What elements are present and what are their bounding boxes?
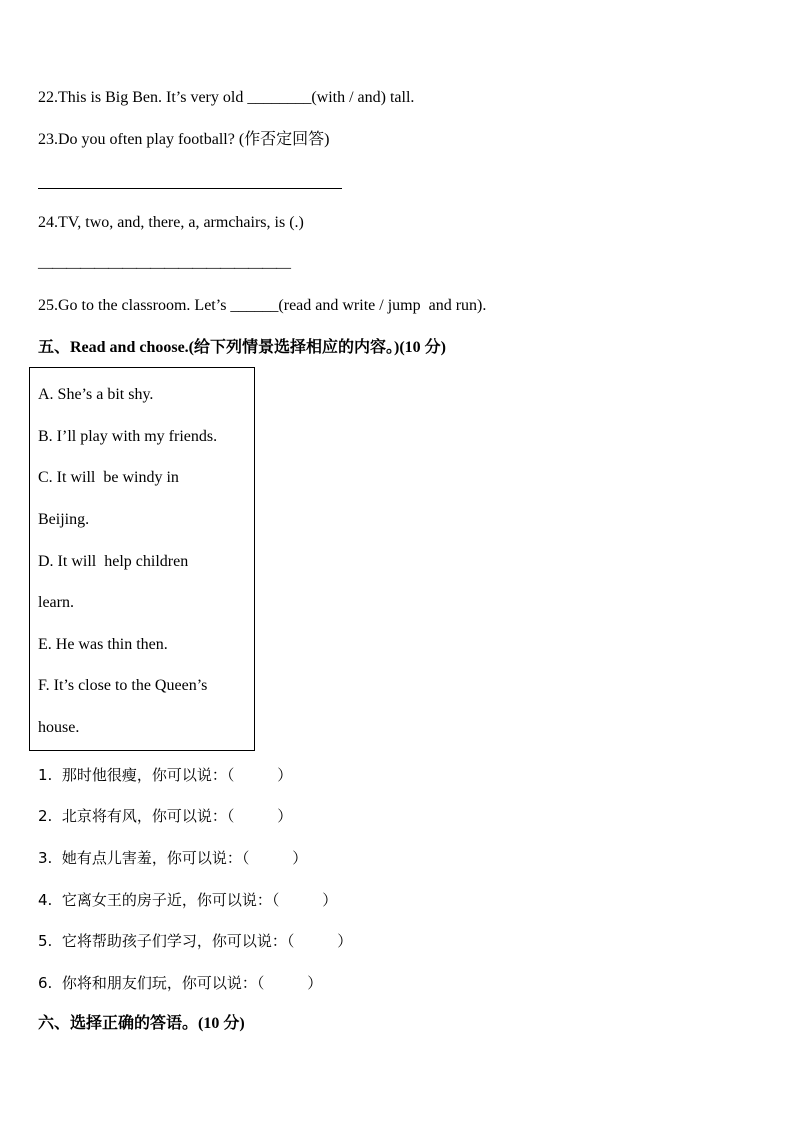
item-4[interactable]: 4. 它离女王的房子近，你可以说：（ ） [38,891,338,909]
option-a: A. She’s a bit shy. [38,386,154,403]
item-6[interactable]: 6. 你将和朋友们玩，你可以说：（ ） [38,974,323,992]
option-f-continued: house. [38,719,80,736]
option-c-continued: Beijing. [38,511,90,528]
question-24: 24.TV, two, and, there, a, armchairs, is (.) [38,214,304,231]
question-23: 23.Do you often play football? (作否定回答) [38,131,330,148]
option-b: B. I’ll play with my friends. [38,428,218,445]
option-e: E. He was thin then. [38,636,168,653]
option-c: C. It will be windy in [38,469,179,486]
section-6-heading: 六、选择正确的答语。(10 分) [38,1015,245,1032]
answer-line-24[interactable]: —————————————————— [38,260,290,276]
question-22: 22.This is Big Ben. It’s very old ________(with / and) tall. [38,89,415,106]
answer-line-23[interactable] [38,188,342,189]
option-f: F. It’s close to the Queen’s [38,677,208,694]
section-5-heading: 五、Read and choose.(给下列情景选择相应的内容。)(10 分) [38,339,446,356]
item-3[interactable]: 3. 她有点儿害羞，你可以说：（ ） [38,849,308,867]
item-5[interactable]: 5. 它将帮助孩子们学习，你可以说：（ ） [38,932,353,950]
question-25: 25.Go to the classroom. Let’s ______(read and write / jump and run). [38,297,487,314]
option-d: D. It will help children [38,553,189,570]
option-d-continued: learn. [38,594,74,611]
item-2[interactable]: 2. 北京将有风，你可以说：（ ） [38,807,293,825]
item-1[interactable]: 1. 那时他很瘦，你可以说：（ ） [38,766,293,784]
